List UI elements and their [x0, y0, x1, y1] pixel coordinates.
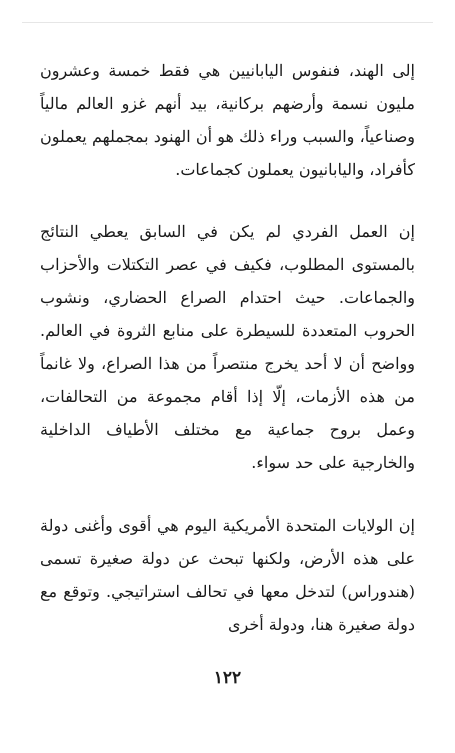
- paragraph-2: إن العمل الفردي لم يكن في السابق يعطي النتائج بالمستوى المطلوب، فكيف في عصر التكتلات والأحزاب والجماعات. حيث احتدام الصراع الحضاري، ونشوب الحروب المتعددة للسيطرة على منابع الثروة في العالم. وواضح أن لا أحد يخرج منتصراً من هذا الصراع، ولا غانماً من هذه الأزمات، إلّا إذا أقام مجموعة من التحالفات، وعمل بروح جماعية مع مختلف الأطياف الداخلية والخارجية على حد سواء.: [40, 222, 415, 472]
- paragraph-1: إلى الهند، فنفوس اليابانيين هي فقط خمسة وعشرون مليون نسمة وأرضهم بركانية، بيد أنهم غزو العالم مالياً وصناعياً، والسبب وراء ذلك هو أن الهنود بمجملهم يعملون كأفراد، واليابانيون يعملون كجماعات.: [40, 61, 415, 179]
- page-number: ١٢٢: [213, 668, 242, 688]
- paragraph-3: إن الولايات المتحدة الأمريكية اليوم هي أقوى وأغنى دولة على هذه الأرض، ولكنها تبحث عن دولة صغيرة تسمى (هندوراس) لتدخل معها في تحالف استراتيجي. وتوقع مع دولة صغيرة هنا، ودولة أخرى: [40, 516, 415, 634]
- top-divider: [22, 22, 433, 23]
